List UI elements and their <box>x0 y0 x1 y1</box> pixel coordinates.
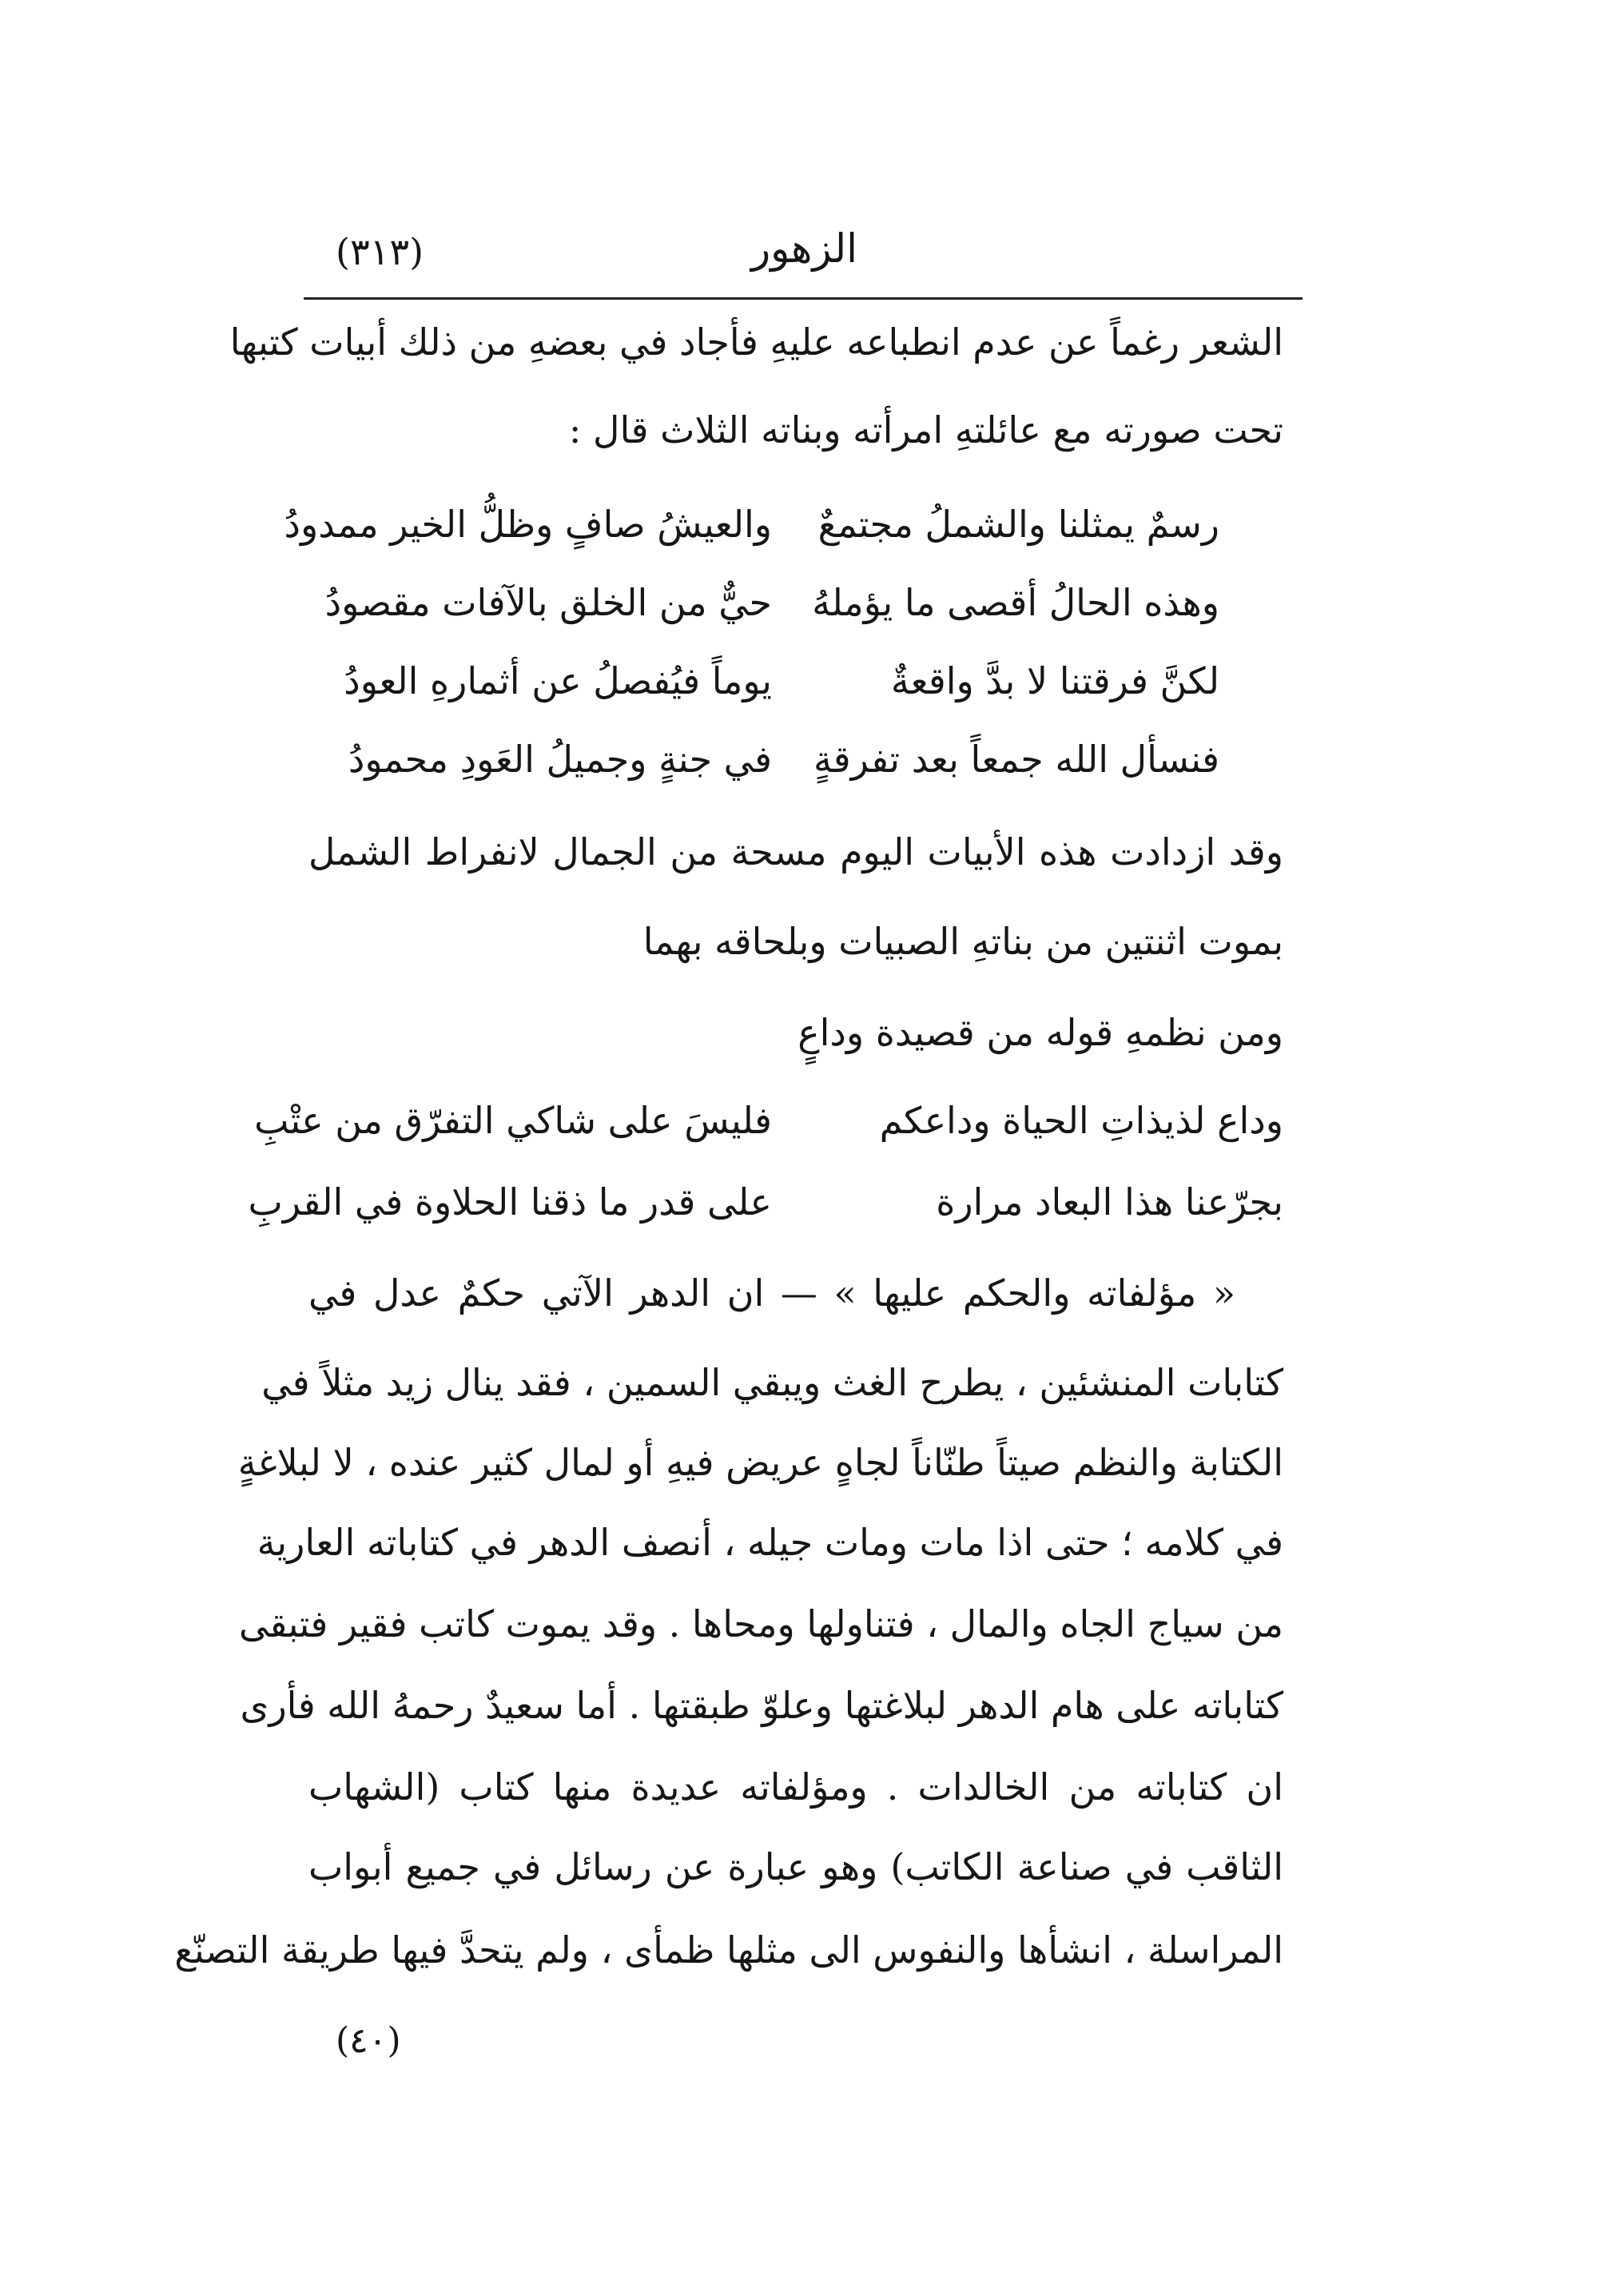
verse-hemistich-left: والعيشُ صافٍ وظلُّ الخير ممدودُ <box>284 503 772 546</box>
text-line: بموت اثنتين من بناتهِ الصبيات وبلحاقه بهما <box>642 920 1283 963</box>
poem-intro: ومن نظمهِ قوله من قصيدة وداعٍ <box>798 1011 1283 1054</box>
page-number: (٣١٣) <box>336 230 424 273</box>
text-line: المراسلة ، انشأها والنفوس الى مثلها ظمأى ، ولم يتحدَّ فيها طريقة التصنّع <box>174 1928 1283 1972</box>
text-line: تحت صورته مع عائلتهِ امرأته وبناته الثلاث قال : <box>568 408 1283 452</box>
page-header <box>304 222 1303 289</box>
text-line: « مؤلفاته والحكم عليها » — ان الدهر الآتي حكمٌ عدل في <box>308 1271 1235 1315</box>
verse-hemistich-right: لكنَّ فرقتنا لا بدَّ واقعةٌ <box>890 659 1219 702</box>
verse-hemistich-left: فليسَ على شاكي التفرّق من عتْبِ <box>254 1099 772 1142</box>
text-line: الكتابة والنظم صيتاً طنّاناً لجاهٍ عريض فيهِ أو لمال كثير عنده ، لا لبلاغةٍ <box>237 1441 1283 1484</box>
verse-hemistich-left: حيٌّ من الخلق بالآفات مقصودُ <box>324 581 772 624</box>
verse-hemistich-right: بجرّعنا هذا البعاد مرارة <box>936 1180 1283 1224</box>
text-line: من سياج الجاه والمال ، فتناولها ومحاها . وقد يموت كاتب فقير فتبقى <box>238 1602 1283 1645</box>
verse-hemistich-right: رسمٌ يمثلنا والشملُ مجتمعٌ <box>817 503 1219 546</box>
header-rule <box>304 297 1303 300</box>
text-line: وقد ازدادت هذه الأبيات اليوم مسحة من الجمال لانفراط الشمل <box>308 830 1283 873</box>
text-line: الثاقب في صناعة الكاتب) وهو عبارة عن رسائل في جميع أبواب <box>308 1845 1283 1888</box>
verse-hemistich-right: وداع لذيذاتِ الحياة وداعكم <box>879 1099 1283 1142</box>
signature-mark: (٤٠) <box>336 2020 401 2061</box>
running-title: الزهور <box>751 225 858 272</box>
verse-hemistich-left: في جنةٍ وجميلُ العَودِ محمودُ <box>348 738 772 781</box>
verse-hemistich-left: على قدر ما ذقنا الحلاوة في القربِ <box>248 1180 772 1224</box>
text-line: الشعر رغماً عن عدم انطباعه عليهِ فأجاد في بعضهِ من ذلك أبيات كتبها <box>229 320 1283 364</box>
verse-hemistich-right: فنسأل الله جمعاً بعد تفرقةٍ <box>813 738 1219 781</box>
text-line: كتاباته على هام الدهر لبلاغتها وعلوّ طبقتها . أما سعيدٌ رحمهُ الله فأرى <box>240 1684 1283 1727</box>
text-line: في كلامه ؛ حتى اذا مات ومات جيله ، أنصف الدهر في كتاباته العارية <box>257 1521 1283 1564</box>
verse-hemistich-right: وهذه الحالُ أقصى ما يؤملهُ <box>812 581 1219 624</box>
verse-hemistich-left: يوماً فيُفصلُ عن أثمارهِ العودُ <box>344 659 772 702</box>
text-line: كتابات المنشئين ، يطرح الغث ويبقي السمين ، فقد ينال زيد مثلاً في <box>261 1361 1283 1404</box>
text-line: ان كتاباته من الخالدات . ومؤلفاته عديدة منها كتاب (الشهاب <box>308 1765 1283 1809</box>
